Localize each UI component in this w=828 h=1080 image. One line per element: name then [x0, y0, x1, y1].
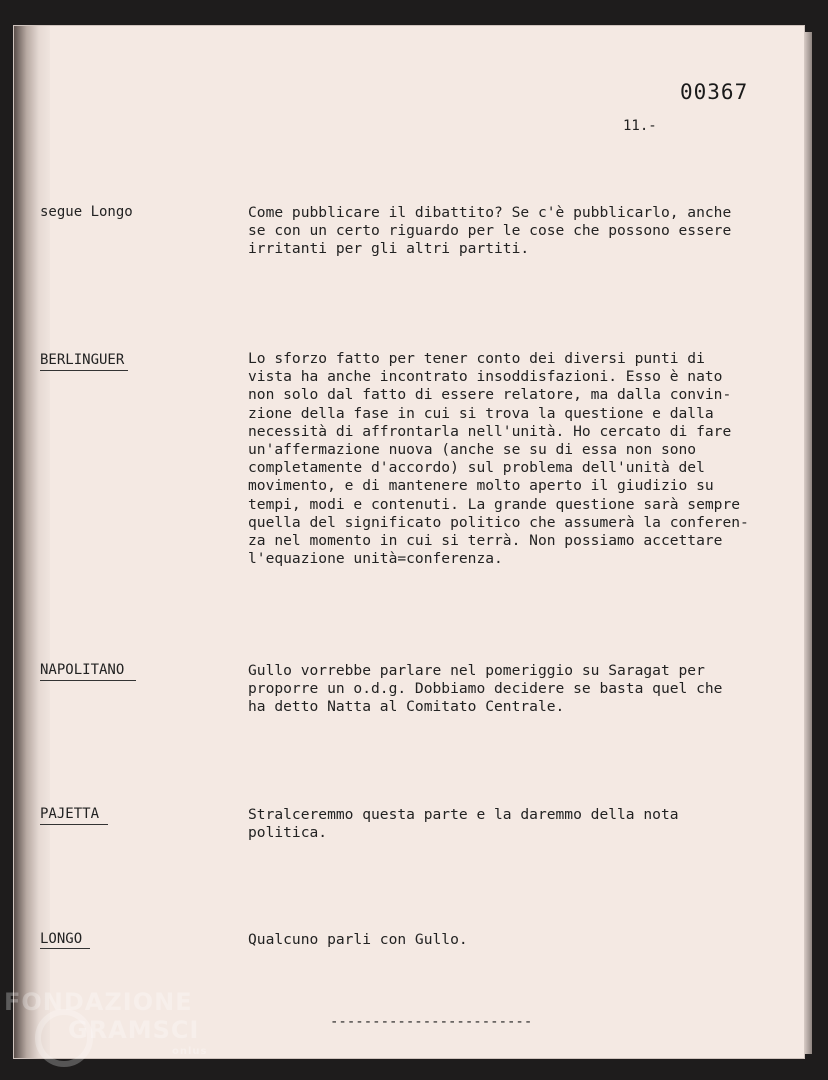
speaker-name: NAPOLITANO	[40, 662, 125, 678]
watermark-line2: GRAMSCI	[68, 1016, 200, 1044]
speech-paragraph: Gullo vorrebbe parlare nel pomeriggio su Saragat per proporre un o.d.g. Dobbiamo decidere se basta quel che ha detto Natta al Comitato Centrale.	[248, 662, 723, 716]
speech-paragraph: Lo sforzo fatto per tener conto dei diversi punti di vista ha anche incontrato insoddisfazioni. Esso è nato non solo dal fatto di essere relatore, ma dalla convin- zione della fase in cui si trova la questione e dalla necessità di affrontarla nell'unità. Ho cercato di fare un'affermazione nuova (anche se su di essa non sono completamente d'accordo) sul problema dell'unità del movimento, e di mantenere molto aperto il giudizio su tempi, modi e contenuti. La grande questione sarà sempre quella del significato politico che assumerà la conferen- za nel momento in cui si terrà. Non possiamo accettare l'equazione unità=conferenza.	[248, 350, 749, 568]
speaker-underline	[40, 824, 108, 825]
watermark-line3: onlus	[172, 1046, 208, 1057]
page-number: 11.-	[623, 118, 657, 134]
speaker-name: BERLINGUER	[40, 352, 125, 368]
document-number: 00367	[680, 80, 749, 104]
speech-paragraph: Come pubblicare il dibattito? Se c'è pubblicarlo, anche se con un certo riguardo per le cose che possono essere irritanti per gli altri partiti.	[248, 204, 732, 258]
speaker-name: segue Longo	[40, 204, 133, 220]
speaker-underline	[40, 370, 128, 371]
speaker-underline	[40, 948, 90, 949]
page-edge	[804, 32, 812, 1054]
watermark-line1: FONDAZIONE	[4, 988, 193, 1016]
speech-paragraph: Qualcuno parli con Gullo.	[248, 931, 468, 948]
speaker-name: PAJETTA	[40, 806, 100, 822]
closing-rule: ------------------------	[330, 1014, 533, 1030]
speaker-underline	[40, 680, 136, 681]
speech-paragraph: Stralceremmo questa parte e la daremmo della nota politica.	[248, 806, 679, 842]
speaker-name: LONGO	[40, 931, 83, 947]
fondazione-gramsci-watermark	[4, 988, 214, 1068]
binding-spine	[14, 26, 50, 1058]
